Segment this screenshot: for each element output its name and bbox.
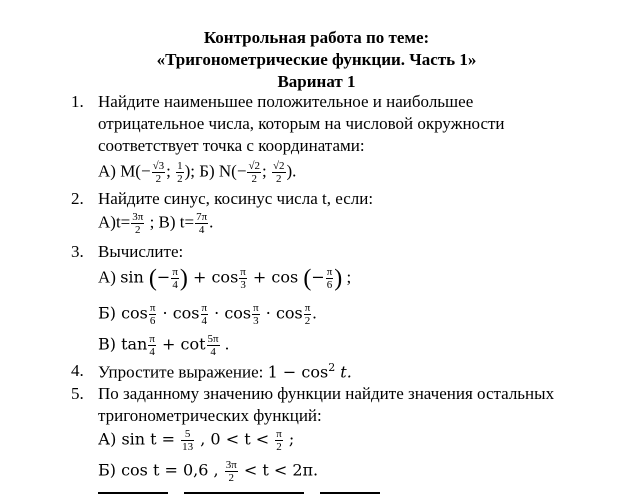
fraction (131, 211, 144, 236)
denominator: 4 (149, 346, 155, 358)
denominator: 6 (326, 279, 333, 291)
math-term: , 0 < t < (195, 429, 275, 449)
end-mark: . (220, 334, 230, 354)
task-1-line-1: Найдите наименьшее положительное и наибольшее (98, 92, 474, 111)
exponent: 2 (328, 361, 336, 374)
numerator: π (149, 302, 156, 314)
task-3-b (98, 302, 317, 327)
fraction (152, 160, 166, 185)
option-label: А) (98, 267, 121, 287)
math-variable: t. (335, 362, 352, 382)
math-term: Б) cos t = 0,6 , (98, 460, 224, 480)
denominator: 4 (198, 224, 205, 236)
math-term: · cos (157, 303, 200, 323)
denominator: 2 (177, 173, 183, 185)
task-3-line-1: Вычислите: (98, 242, 184, 261)
clipped-next-line (98, 482, 438, 494)
fraction (275, 428, 283, 453)
task-5-b (98, 459, 318, 484)
numerator: π (326, 266, 333, 278)
bracket-close: ). (286, 161, 297, 181)
math-minus: − (156, 267, 171, 287)
end-mark: < t < 2π. (238, 460, 319, 480)
denominator: 2 (251, 173, 257, 185)
denominator: 4 (210, 346, 216, 358)
task-1-line-3: соответствует точка с координатами: (98, 136, 365, 155)
fraction (304, 302, 312, 327)
fraction (207, 333, 220, 358)
math-term: + cos (247, 267, 304, 287)
math-term: + cos (187, 267, 239, 287)
document-header (0, 27, 633, 93)
denominator: 4 (201, 315, 208, 327)
denominator: 3 (240, 279, 246, 291)
math-term: Б) cos (98, 303, 148, 323)
option-b-prefix: ; В) t= (145, 212, 195, 232)
numerator: π (253, 302, 259, 314)
task-2-answer-line (98, 211, 213, 236)
fraction (176, 160, 184, 185)
denominator: 2 (228, 472, 234, 484)
task-number: 1. (71, 92, 84, 111)
numerator: 5π (207, 333, 219, 345)
paren-close: ) (334, 265, 343, 292)
task-1-line-2: отрицательное числа, которым на числовой окружности (98, 114, 505, 133)
denominator: 2 (304, 315, 311, 327)
end-mark: . (209, 212, 214, 232)
math-minus: − (311, 267, 325, 287)
denominator: 2 (275, 173, 282, 185)
task-number: 3. (71, 242, 84, 261)
task-5-line-1: По заданному значению функции найдите значения остальных (98, 384, 555, 403)
numerator: π (172, 266, 178, 278)
math-term: + cot (156, 334, 206, 354)
numerator: √3 (152, 160, 165, 172)
denominator: 6 (149, 315, 156, 327)
numerator: 1 (177, 160, 183, 172)
numerator: 5 (181, 428, 194, 441)
numerator: 3π (132, 211, 144, 223)
denominator: 13 (182, 441, 194, 453)
fraction (149, 302, 157, 327)
numerator: π (304, 302, 311, 314)
fraction (252, 302, 260, 327)
paren-open: ( (303, 265, 312, 292)
end-mark: ; (283, 429, 295, 449)
numerator: √2 (272, 160, 285, 172)
denominator: 3 (253, 315, 259, 327)
fraction (272, 160, 286, 185)
end-mark: . (312, 303, 317, 323)
fraction (171, 266, 179, 291)
math-term: sin (120, 267, 149, 287)
denominator: 4 (172, 279, 178, 291)
math-term: В) tan (98, 334, 148, 354)
numerator: π (201, 302, 208, 314)
task-number: 2. (71, 189, 84, 208)
task-4-line (98, 361, 352, 383)
fraction (326, 266, 334, 291)
fraction (181, 428, 194, 453)
numerator: 3π (225, 459, 237, 471)
option-a-prefix: А)t= (98, 212, 131, 232)
header-line-1: Контрольная работа по теме: (203, 28, 430, 47)
bracket-close: ); (184, 161, 195, 181)
fraction (201, 302, 209, 327)
end-mark: ; (342, 267, 352, 287)
numerator: π (240, 266, 246, 278)
task-5-a (98, 428, 294, 453)
task-4-text: Упростите выражение: (98, 362, 268, 382)
fraction (239, 266, 247, 291)
math-term: · cos (260, 303, 303, 323)
numerator: π (149, 333, 155, 345)
paren-close: ) (179, 265, 188, 292)
denominator: 2 (276, 441, 282, 453)
math-term: · cos (209, 303, 252, 323)
paren-open: ( (148, 265, 157, 292)
fraction (195, 211, 208, 236)
task-3-c (98, 333, 229, 358)
separator: ; (166, 161, 176, 181)
denominator: 2 (135, 224, 141, 236)
task-number: 5. (71, 384, 84, 403)
task-1-answer-line (98, 160, 296, 185)
denominator: 2 (155, 173, 162, 185)
numerator: √2 (248, 160, 260, 172)
fraction (247, 160, 261, 185)
numerator: π (276, 428, 282, 440)
task-number: 4. (71, 361, 84, 380)
fraction (225, 459, 238, 484)
numerator: 7π (196, 211, 208, 223)
separator: ; (261, 161, 271, 181)
point-n-prefix: Б) N(− (194, 161, 247, 181)
task-5-line-2: тригонометрических функций: (98, 406, 322, 425)
math-term: 1 − cos (267, 362, 329, 382)
math-term: А) sin t = (98, 429, 181, 449)
header-line-3: Варинат 1 (277, 72, 356, 91)
task-2-line-1: Найдите синус, косинус числа t, если: (98, 189, 374, 208)
header-line-2: «Тригонометрические функции. Часть 1» (156, 50, 477, 69)
point-m-prefix: А) M(− (98, 161, 151, 181)
fraction (148, 333, 156, 358)
task-3-a (98, 266, 351, 291)
